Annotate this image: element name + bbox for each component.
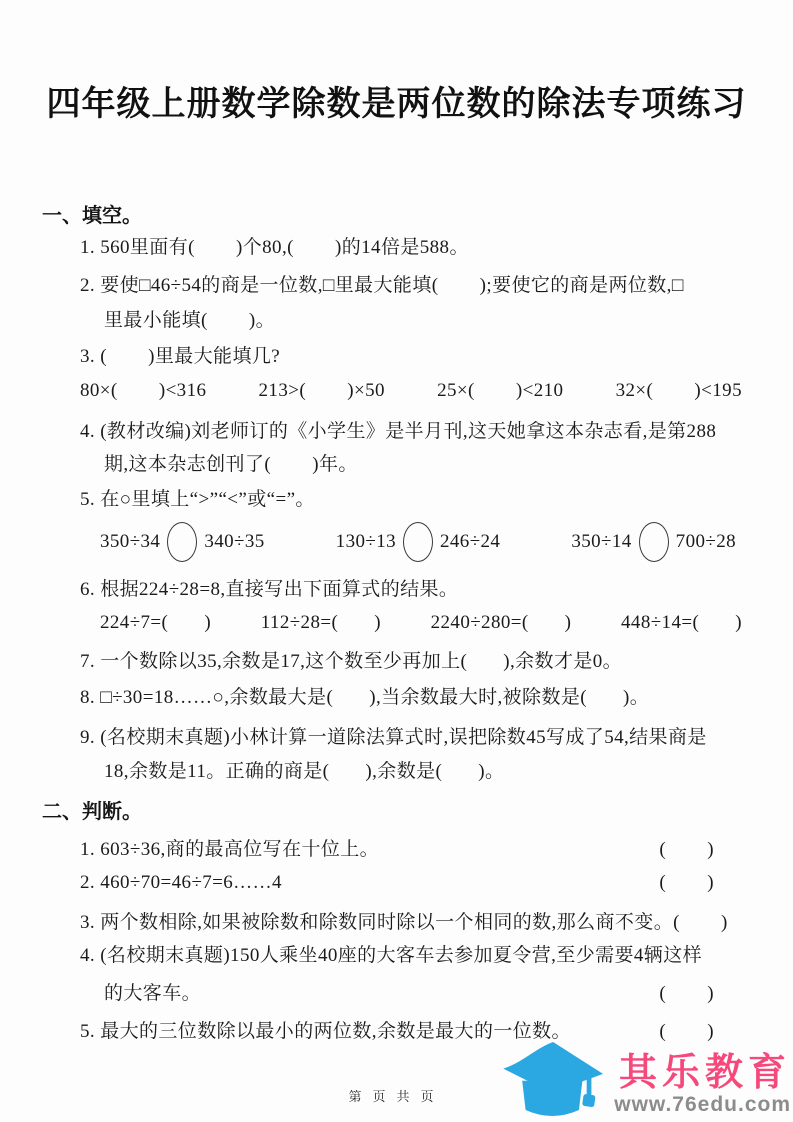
answer-paren: ( ) xyxy=(659,839,714,860)
comparison-right: 340÷35 xyxy=(204,531,265,552)
brand-url: www.76edu.com xyxy=(614,1093,791,1116)
judge-q3 xyxy=(80,907,728,934)
q6-expression-4: 448÷14=( ) xyxy=(621,612,742,633)
answer-paren: ( ) xyxy=(673,912,728,933)
fill-blank-q6: 6. 根据224÷28=8,直接写出下面算式的结果。 xyxy=(80,579,459,600)
comparison-left: 350÷14 xyxy=(571,531,632,552)
section2-header: 二、判断。 xyxy=(42,801,142,823)
q3-expression-2: 213>( )×50 xyxy=(258,380,385,401)
fill-blank-q9-line1: 9. (名校期末真题)小林计算一道除法算式时,误把除数45写成了54,结果商是 xyxy=(80,727,707,748)
fill-blank-q4-line1: 4. (教材改编)刘老师订的《小学生》是半月刊,这天她拿这本杂志看,是第288 xyxy=(80,421,717,442)
page-number-text: 第页共页 xyxy=(348,1089,445,1104)
answer-paren: ( ) xyxy=(659,983,714,1004)
fill-blank-q5: 5. 在○里填上“>”“<”或“=”。 xyxy=(80,489,315,510)
fill-blank-q4-line2: 期,这本杂志创刊了( )年。 xyxy=(104,454,358,475)
q3-expression-1: 80×( )<316 xyxy=(80,380,207,401)
worksheet-title: 四年级上册数学除数是两位数的除法专项练习 xyxy=(46,85,747,123)
comparison-left: 350÷34 xyxy=(100,531,161,552)
comparison-pair-2 xyxy=(336,522,501,562)
q6-expression-row xyxy=(100,612,742,634)
comparison-pair-1 xyxy=(100,522,265,562)
graduation-cap-icon xyxy=(498,1036,610,1122)
judge-q4-text: 的大客车。 xyxy=(104,983,202,1004)
section1-header: 一、填空。 xyxy=(42,205,142,227)
comparison-right: 246÷24 xyxy=(440,531,501,552)
comparison-right: 700÷28 xyxy=(675,531,736,552)
answer-paren: ( ) xyxy=(659,1021,714,1042)
fill-blank-q2-line2: 里最小能填( )。 xyxy=(104,310,276,331)
judge-q4-line1: 4. (名校期末真题)150人乘坐40座的大客车去参加夏令营,至少需要4辆这样 xyxy=(80,945,703,966)
judge-q2-text: 2. 460÷70=46÷7=6……4 xyxy=(80,872,282,893)
fill-blank-q3: 3. ( )里最大能填几? xyxy=(80,346,281,367)
q6-expression-3: 2240÷280=( ) xyxy=(430,612,572,633)
fill-blank-q1: 1. 560里面有( )个80,( )的14倍是588。 xyxy=(80,237,469,258)
answer-paren: ( ) xyxy=(659,872,714,893)
logo-text-block xyxy=(614,1052,791,1122)
q6-expression-1: 224÷7=( ) xyxy=(100,612,212,633)
q3-expression-row xyxy=(80,380,742,402)
comparison-left: 130÷13 xyxy=(335,531,396,552)
publisher-logo xyxy=(498,1036,791,1122)
judge-q5-text: 5. 最大的三位数除以最小的两位数,余数是最大的一位数。 xyxy=(80,1021,571,1042)
judge-q4-line2 xyxy=(104,978,714,1005)
judge-q3-text: 3. 两个数相除,如果被除数和除数同时除以一个相同的数,那么商不变。 xyxy=(80,912,674,933)
q3-expression-3: 25×( )<210 xyxy=(437,380,564,401)
judge-q1-text: 1. 603÷36,商的最高位写在十位上。 xyxy=(80,839,380,860)
brand-name: 其乐教育 xyxy=(618,1052,791,1094)
fill-blank-q9-line2: 18,余数是11。正确的商是( ),余数是( )。 xyxy=(104,761,505,782)
q3-expression-4: 32×( )<195 xyxy=(615,380,742,401)
q6-expression-2: 112÷28=( ) xyxy=(260,612,381,633)
comparison-pair-3 xyxy=(571,522,736,562)
comparison-circle xyxy=(639,522,669,562)
judge-q1 xyxy=(80,834,714,861)
fill-blank-q8: 8. □÷30=18……○,余数最大是( ),当余数最大时,被除数是( )。 xyxy=(80,687,650,708)
judge-q2 xyxy=(80,872,714,894)
comparison-circle xyxy=(167,522,197,562)
comparison-circle xyxy=(403,522,433,562)
fill-blank-q7: 7. 一个数除以35,余数是17,这个数至少再加上( ),余数才是0。 xyxy=(80,651,623,672)
q5-comparison-row xyxy=(100,522,736,562)
fill-blank-q2-line1: 2. 要使□46÷54的商是一位数,□里最大能填( );要使它的商是两位数,□ xyxy=(80,275,684,296)
